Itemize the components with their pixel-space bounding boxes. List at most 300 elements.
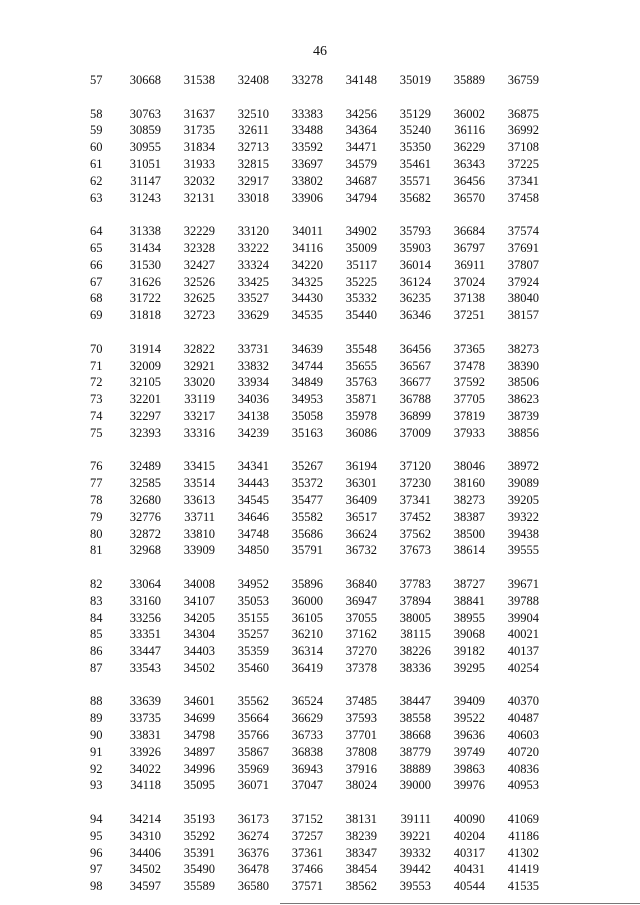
table-cell: 39000 [399, 778, 431, 793]
table-cell: 38562 [345, 879, 377, 894]
table-cell: 32822 [183, 341, 215, 356]
table-cell: 38273 [453, 492, 485, 507]
table-cell: 30763 [129, 106, 161, 121]
table-cell: 38727 [453, 576, 485, 591]
table-cell: 31538 [183, 73, 215, 87]
table-cell: 36346 [399, 308, 431, 323]
table-cell: 33735 [129, 711, 161, 726]
table-cell: 34902 [345, 224, 377, 239]
table-cell: 36899 [399, 408, 431, 423]
row-index: 97 [90, 862, 103, 877]
table-cell: 36567 [399, 358, 431, 373]
table-row [90, 139, 539, 156]
table-cell: 39636 [453, 728, 485, 743]
table-cell: 31834 [183, 140, 215, 155]
table-cell: 41302 [507, 845, 539, 860]
table-row [90, 777, 539, 794]
table-cell: 41419 [507, 862, 539, 877]
table-cell: 40431 [453, 862, 485, 877]
table-cell: 35589 [183, 879, 215, 894]
table-cell: 36173 [237, 812, 269, 827]
row-index: 60 [90, 140, 103, 155]
table-row [90, 89, 539, 123]
row-index: 94 [90, 812, 103, 827]
table-cell: 36911 [454, 257, 485, 272]
table-cell: 35019 [399, 73, 431, 87]
table-cell: 39205 [507, 492, 539, 507]
table-cell: 33351 [129, 627, 161, 642]
row-index: 79 [90, 509, 103, 524]
table-cell: 37485 [345, 694, 377, 709]
table-cell: 35095 [183, 778, 215, 793]
table-cell: 38739 [507, 408, 539, 423]
table-cell: 37024 [453, 274, 485, 289]
row-index: 88 [90, 694, 103, 709]
table-cell: 36000 [291, 593, 323, 608]
row-index: 93 [90, 778, 103, 793]
table-cell: 40137 [507, 644, 539, 659]
table-cell: 35766 [237, 728, 269, 743]
table-row [90, 610, 539, 627]
table-cell: 33613 [183, 492, 215, 507]
table-cell: 32680 [129, 492, 161, 507]
table-cell: 38454 [345, 862, 377, 877]
table-cell: 34471 [345, 140, 377, 155]
table-cell: 30668 [129, 73, 161, 87]
table-cell: 36947 [345, 593, 377, 608]
table-cell: 35903 [399, 240, 431, 255]
row-index: 81 [90, 543, 103, 558]
table-cell: 38273 [507, 341, 539, 356]
table-cell: 35682 [399, 190, 431, 205]
table-cell: 34310 [129, 828, 161, 843]
table-cell: 36732 [345, 543, 377, 558]
row-index: 70 [90, 341, 103, 356]
row-index: 89 [90, 711, 103, 726]
table-cell: 40090 [453, 812, 485, 827]
table-cell: 35372 [291, 476, 323, 491]
table-cell: 36733 [291, 728, 323, 743]
table-cell: 33278 [291, 73, 323, 87]
table-cell: 34798 [183, 728, 215, 743]
table-cell: 34502 [129, 862, 161, 877]
table-cell: 34116 [292, 240, 323, 255]
table-cell: 35793 [399, 224, 431, 239]
table-cell: 35655 [345, 358, 377, 373]
table-row [90, 72, 539, 89]
table-cell: 35117 [346, 257, 377, 272]
table-cell: 38955 [453, 610, 485, 625]
table-cell: 40204 [453, 828, 485, 843]
table-cell: 34138 [237, 408, 269, 423]
table-cell: 37361 [291, 845, 323, 860]
bottom-rule [280, 903, 640, 904]
table-cell: 37894 [399, 593, 431, 608]
table-cell: 36797 [453, 240, 485, 255]
row-index: 77 [90, 476, 103, 491]
table-cell: 34214 [129, 812, 161, 827]
table-cell: 40720 [507, 744, 539, 759]
table-cell: 36419 [291, 660, 323, 675]
table-row [90, 828, 539, 845]
table-row [90, 156, 539, 173]
table-cell: 33064 [129, 576, 161, 591]
row-index: 61 [90, 156, 103, 171]
table-cell: 34443 [237, 476, 269, 491]
table-cell: 37055 [345, 610, 377, 625]
table-cell: 33120 [237, 224, 269, 239]
table-cell: 39749 [453, 744, 485, 759]
table-cell: 34430 [291, 291, 323, 306]
row-index: 57 [90, 73, 103, 87]
table-cell: 38040 [507, 291, 539, 306]
table-cell: 32510 [237, 106, 269, 121]
table-cell: 41535 [507, 879, 539, 894]
table-cell: 33425 [237, 274, 269, 289]
table-cell: 39089 [507, 476, 539, 491]
table-cell: 31637 [183, 106, 215, 121]
table-cell: 35240 [399, 123, 431, 138]
row-index: 90 [90, 728, 103, 743]
table-row [90, 761, 539, 778]
table-cell: 34256 [345, 106, 377, 121]
row-index: 84 [90, 610, 103, 625]
table-cell: 37152 [291, 812, 323, 827]
table-cell: 35292 [183, 828, 215, 843]
table-cell: 36409 [345, 492, 377, 507]
table-cell: 38841 [453, 593, 485, 608]
table-cell: 34545 [237, 492, 269, 507]
table-row [90, 727, 539, 744]
table-cell: 38856 [507, 425, 539, 440]
table-cell: 35791 [291, 543, 323, 558]
table-cell: 34118 [130, 778, 161, 793]
table-cell: 32921 [183, 358, 215, 373]
table-cell: 34579 [345, 156, 377, 171]
table-cell: 36629 [291, 711, 323, 726]
table-cell: 39553 [399, 879, 431, 894]
table-cell: 34008 [183, 576, 215, 591]
table-cell: 35267 [291, 459, 323, 474]
table-row [90, 408, 539, 425]
table-cell: 32611 [238, 123, 269, 138]
table-cell: 39788 [507, 593, 539, 608]
table-cell: 33802 [291, 173, 323, 188]
table-cell: 32776 [129, 509, 161, 524]
row-index: 82 [90, 576, 103, 591]
table-cell: 31818 [129, 308, 161, 323]
table-cell: 35571 [399, 173, 431, 188]
table-cell: 36105 [291, 610, 323, 625]
table-cell: 33934 [237, 375, 269, 390]
row-index: 87 [90, 660, 103, 675]
row-index: 62 [90, 173, 103, 188]
table-cell: 36759 [507, 73, 539, 87]
table-cell: 30955 [129, 140, 161, 155]
table-cell: 35763 [345, 375, 377, 390]
table-cell: 36524 [291, 694, 323, 709]
table-cell: 31530 [129, 257, 161, 272]
row-index: 80 [90, 526, 103, 541]
table-cell: 36235 [399, 291, 431, 306]
table-cell: 31338 [129, 224, 161, 239]
table-row [90, 710, 539, 727]
table-cell: 39409 [453, 694, 485, 709]
table-cell: 39438 [507, 526, 539, 541]
row-index: 85 [90, 627, 103, 642]
table-cell: 35009 [345, 240, 377, 255]
table-cell: 36788 [399, 392, 431, 407]
table-cell: 34744 [291, 358, 323, 373]
table-cell: 32229 [183, 224, 215, 239]
table-cell: 39904 [507, 610, 539, 625]
table-cell: 34341 [237, 459, 269, 474]
table-cell: 34849 [291, 375, 323, 390]
row-index: 78 [90, 492, 103, 507]
table-row [90, 677, 539, 711]
row-index: 98 [90, 879, 103, 894]
table-cell: 40317 [453, 845, 485, 860]
table-cell: 36875 [507, 106, 539, 121]
table-cell: 32489 [129, 459, 161, 474]
table-cell: 32427 [183, 257, 215, 272]
table-cell: 40836 [507, 761, 539, 776]
table-cell: 37691 [507, 240, 539, 255]
table-cell: 31914 [129, 341, 161, 356]
table-cell: 34403 [183, 644, 215, 659]
table-cell: 37251 [453, 308, 485, 323]
table-cell: 39111 [400, 812, 431, 827]
table-cell: 32297 [129, 408, 161, 423]
table-cell: 37378 [345, 660, 377, 675]
table-row [90, 307, 539, 324]
table-cell: 37458 [507, 190, 539, 205]
data-table-container [90, 72, 540, 895]
table-cell: 34304 [183, 627, 215, 642]
table-cell: 36684 [453, 224, 485, 239]
table-cell: 38157 [507, 308, 539, 323]
table-cell: 33256 [129, 610, 161, 625]
table-cell: 37162 [345, 627, 377, 642]
table-cell: 33832 [237, 358, 269, 373]
table-cell: 36517 [345, 509, 377, 524]
table-cell: 40603 [507, 728, 539, 743]
table-cell: 39182 [453, 644, 485, 659]
table-cell: 34897 [183, 744, 215, 759]
table-cell: 32723 [183, 308, 215, 323]
table-cell: 35562 [237, 694, 269, 709]
table-cell: 32872 [129, 526, 161, 541]
table-cell: 41186 [508, 828, 539, 843]
table-cell: 35391 [183, 845, 215, 860]
table-cell: 38623 [507, 392, 539, 407]
table-cell: 36314 [291, 644, 323, 659]
table-cell: 36229 [453, 140, 485, 155]
table-cell: 37562 [399, 526, 431, 541]
table-cell: 36992 [507, 123, 539, 138]
table-cell: 38387 [453, 509, 485, 524]
table-cell: 37341 [507, 173, 539, 188]
table-cell: 33217 [183, 408, 215, 423]
table-row [90, 845, 539, 862]
table-cell: 38005 [399, 610, 431, 625]
table-cell: 34239 [237, 425, 269, 440]
table-cell: 35461 [399, 156, 431, 171]
table-cell: 38336 [399, 660, 431, 675]
table-cell: 33160 [129, 593, 161, 608]
table-cell: 40544 [453, 879, 485, 894]
table-cell: 37808 [345, 744, 377, 759]
table-cell: 32131 [183, 190, 215, 205]
table-cell: 35490 [183, 862, 215, 877]
table-cell: 33447 [129, 644, 161, 659]
table-cell: 36376 [237, 845, 269, 860]
table-cell: 36677 [399, 375, 431, 390]
table-cell: 37593 [345, 711, 377, 726]
table-cell: 39442 [399, 862, 431, 877]
table-cell: 37466 [291, 862, 323, 877]
table-cell: 38447 [399, 694, 431, 709]
table-row [90, 240, 539, 257]
table-cell: 33906 [291, 190, 323, 205]
table-cell: 35477 [291, 492, 323, 507]
table-cell: 36456 [453, 173, 485, 188]
row-index: 65 [90, 240, 103, 255]
data-table [90, 72, 539, 895]
table-cell: 34011 [292, 224, 323, 239]
table-cell: 37673 [399, 543, 431, 558]
table-cell: 38160 [453, 476, 485, 491]
table-cell: 34996 [183, 761, 215, 776]
table-cell: 34699 [183, 711, 215, 726]
table-row [90, 794, 539, 828]
row-index: 92 [90, 761, 103, 776]
table-cell: 31735 [183, 123, 215, 138]
table-cell: 33926 [129, 744, 161, 759]
table-cell: 35686 [291, 526, 323, 541]
table-cell: 34364 [345, 123, 377, 138]
table-cell: 34325 [291, 274, 323, 289]
table-cell: 34953 [291, 392, 323, 407]
table-cell: 34148 [345, 73, 377, 87]
table-cell: 32713 [237, 140, 269, 155]
table-cell: 36086 [345, 425, 377, 440]
table-cell: 36194 [345, 459, 377, 474]
table-row [90, 206, 539, 240]
table-cell: 34406 [129, 845, 161, 860]
table-cell: 36343 [453, 156, 485, 171]
row-index: 74 [90, 408, 103, 423]
table-cell: 35871 [345, 392, 377, 407]
table-cell: 35867 [237, 744, 269, 759]
table-cell: 33592 [291, 140, 323, 155]
table-row [90, 358, 539, 375]
table-cell: 33488 [291, 123, 323, 138]
table-cell: 38347 [345, 845, 377, 860]
table-cell: 39068 [453, 627, 485, 642]
table-row [90, 492, 539, 509]
table-cell: 35155 [237, 610, 269, 625]
table-cell: 35225 [345, 274, 377, 289]
table-cell: 40021 [507, 627, 539, 642]
table-row [90, 257, 539, 274]
table-body [90, 72, 539, 895]
table-cell: 36570 [453, 190, 485, 205]
table-cell: 35460 [237, 660, 269, 675]
table-row [90, 425, 539, 442]
row-index: 71 [90, 358, 103, 373]
table-cell: 36274 [237, 828, 269, 843]
table-cell: 30859 [129, 123, 161, 138]
table-cell: 32328 [183, 240, 215, 255]
table-cell: 32815 [237, 156, 269, 171]
table-cell: 37230 [399, 476, 431, 491]
row-index: 69 [90, 308, 103, 323]
row-index: 72 [90, 375, 103, 390]
table-cell: 38239 [345, 828, 377, 843]
table-cell: 41069 [507, 812, 539, 827]
table-cell: 37452 [399, 509, 431, 524]
table-cell: 33527 [237, 291, 269, 306]
table-cell: 40953 [507, 778, 539, 793]
row-index: 96 [90, 845, 103, 860]
table-cell: 39322 [507, 509, 539, 524]
table-row [90, 391, 539, 408]
table-cell: 34952 [237, 576, 269, 591]
page-number: 46 [313, 44, 327, 59]
table-cell: 33697 [291, 156, 323, 171]
table-cell: 36071 [237, 778, 269, 793]
table-cell: 34205 [183, 610, 215, 625]
table-cell: 33316 [183, 425, 215, 440]
table-cell: 35978 [345, 408, 377, 423]
table-cell: 35058 [291, 408, 323, 423]
table-cell: 36840 [345, 576, 377, 591]
table-cell: 34646 [237, 509, 269, 524]
table-cell: 36002 [453, 106, 485, 121]
table-cell: 31434 [129, 240, 161, 255]
table-cell: 38889 [399, 761, 431, 776]
table-cell: 37701 [345, 728, 377, 743]
table-row [90, 442, 539, 476]
table-cell: 36580 [237, 879, 269, 894]
table-cell: 31722 [129, 291, 161, 306]
table-cell: 33020 [183, 375, 215, 390]
table-cell: 32917 [237, 173, 269, 188]
table-cell: 37341 [399, 492, 431, 507]
table-cell: 37478 [453, 358, 485, 373]
row-index: 86 [90, 644, 103, 659]
table-row [90, 173, 539, 190]
table-cell: 38500 [453, 526, 485, 541]
table-cell: 35548 [345, 341, 377, 356]
row-index: 58 [90, 106, 103, 121]
table-cell: 39555 [507, 543, 539, 558]
table-cell: 36301 [345, 476, 377, 491]
table-cell: 33629 [237, 308, 269, 323]
table-cell: 36014 [399, 257, 431, 272]
table-cell: 34036 [237, 392, 269, 407]
table-cell: 40254 [507, 660, 539, 675]
table-cell: 35664 [237, 711, 269, 726]
table-cell: 37120 [399, 459, 431, 474]
table-cell: 35129 [399, 106, 431, 121]
table-cell: 40487 [507, 711, 539, 726]
table-cell: 33018 [237, 190, 269, 205]
table-cell: 37592 [453, 375, 485, 390]
table-cell: 37933 [453, 425, 485, 440]
table-cell: 32105 [129, 375, 161, 390]
